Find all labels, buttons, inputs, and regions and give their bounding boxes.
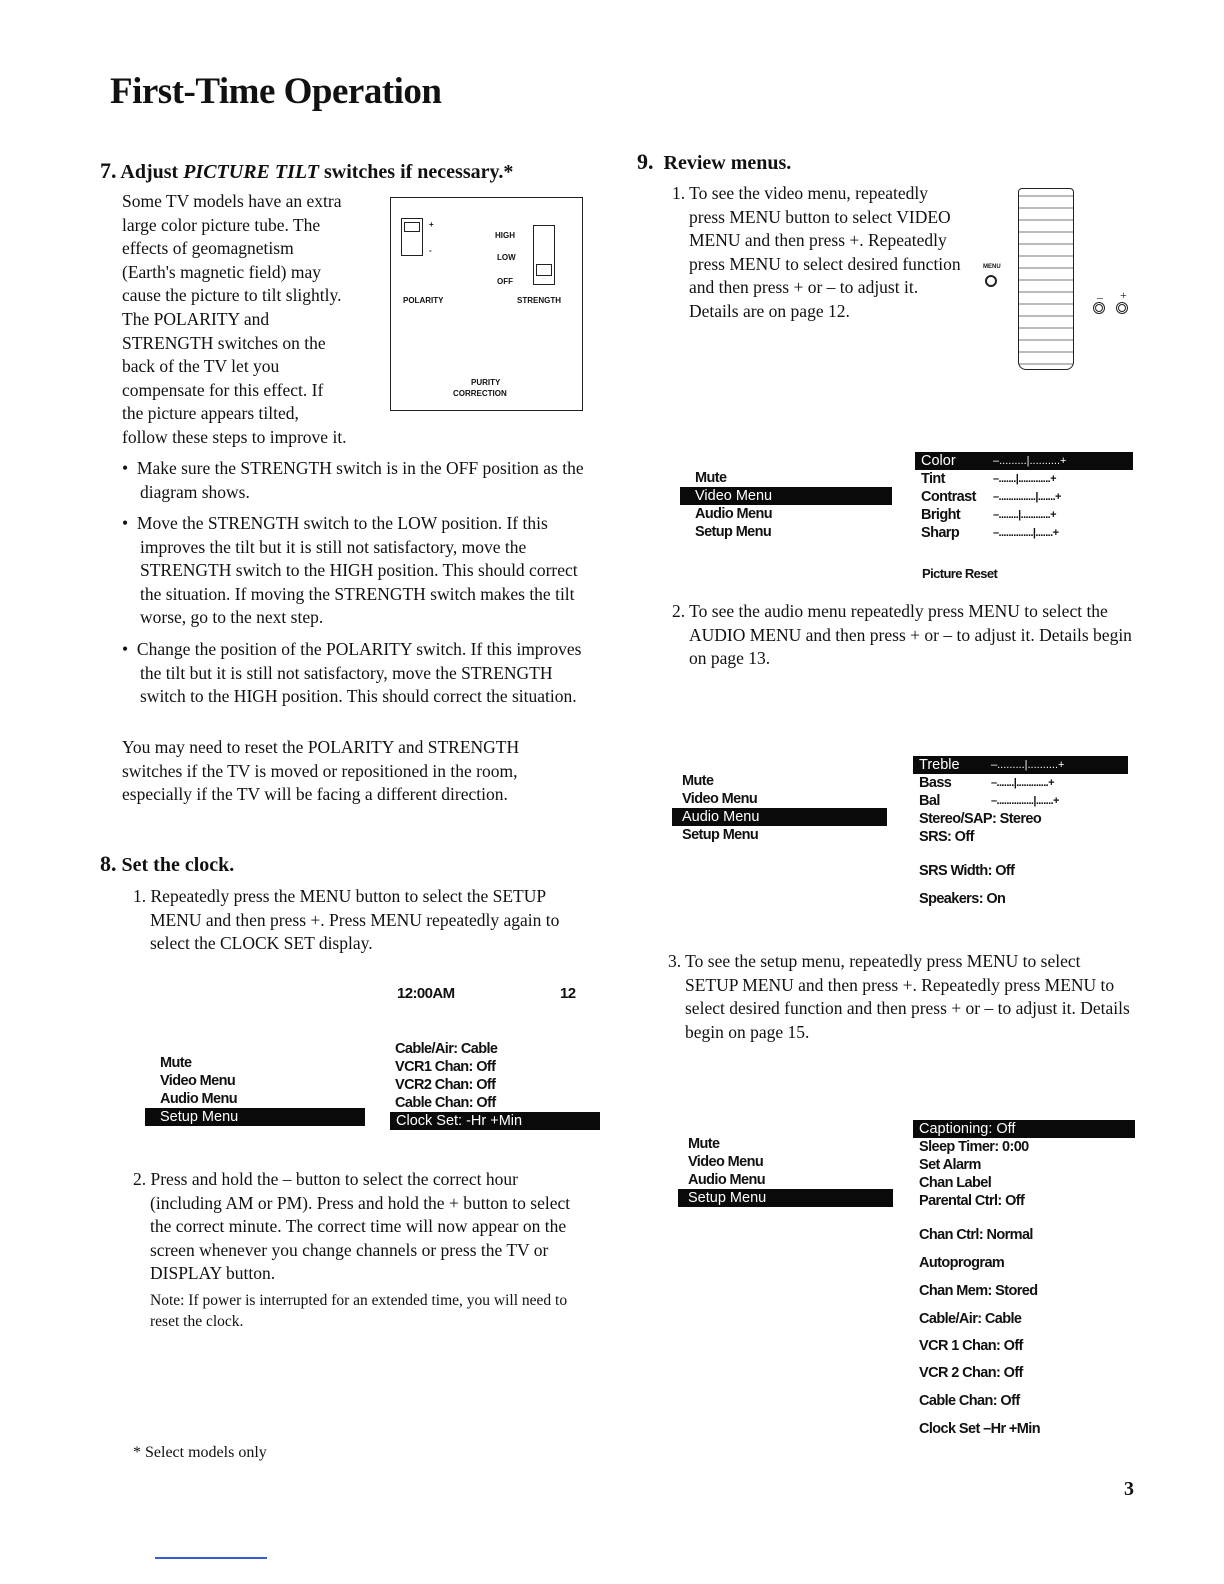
menu-item-selected[interactable] [915, 452, 1133, 470]
menu-button-icon [985, 275, 997, 287]
menu-item-selected[interactable]: Clock Set: -Hr +Min [390, 1112, 600, 1130]
setup-menu-right [913, 1120, 1135, 1438]
clock-menu-left [145, 1054, 365, 1126]
intro-line: effects of geomagnetism [122, 238, 294, 259]
review-step-2: 2. To see the audio menu repeatedly press MENU to select the AUDIO MENU and then press + or – to adjust it. Details begin on page 13. [672, 601, 1132, 669]
menu-item-label: Sleep Timer: 0:00 [919, 1139, 1029, 1155]
minus-button-icon [1093, 302, 1105, 314]
review-step-1: 1. To see the video menu, repeatedly press MENU button to select VIDEO MENU and then press +. Repeatedly press MENU to select desired function and then press + or – to adjust it. Details are on page 12. [672, 183, 961, 321]
menu-item[interactable] [913, 1226, 1135, 1244]
menu-item-label: Bass [919, 775, 952, 791]
menu-item[interactable] [915, 488, 1133, 506]
menu-item[interactable] [913, 1420, 1135, 1438]
menu-item-label: Speakers: On [919, 891, 1006, 907]
picture-reset[interactable]: Picture Reset [922, 566, 998, 581]
menu-item[interactable]: Audio Menu [688, 1172, 765, 1188]
menu-item[interactable]: Video Menu [688, 1154, 764, 1170]
bullet-3: • Change the position of the POLARITY switch. If this improves the tilt but it is still not satisfactory, move the STRENGTH switch to the HIGH position. This should correct the situation. [122, 639, 582, 707]
page-title: First-Time Operation [110, 71, 442, 112]
menu-item-label: Chan Ctrl: Normal [919, 1227, 1033, 1243]
menu-item[interactable]: Cable Chan: Off [395, 1095, 496, 1111]
level-slider[interactable]: –.......|.............+ [991, 777, 1054, 789]
section-7-intro [122, 190, 382, 450]
setup-menu-left [678, 1135, 893, 1207]
menu-item-selected[interactable]: Setup Menu [678, 1189, 893, 1207]
menu-item[interactable]: Mute [695, 470, 727, 486]
menu-item-label: VCR 2 Chan: Off [919, 1365, 1023, 1381]
menu-item[interactable]: Mute [160, 1055, 192, 1071]
menu-item-label: Contrast [921, 489, 976, 505]
menu-item-label: Chan Mem: Stored [919, 1283, 1038, 1299]
review-step-3: 3. To see the setup menu, repeatedly press MENU to select SETUP MENU and then press +. Repeatedly press MENU to select desired function and then press + or – to adjust it. Details begin on page 15. [668, 951, 1130, 1042]
menu-item[interactable] [913, 1392, 1135, 1410]
video-menu-right [915, 452, 1133, 542]
menu-item-label: Parental Ctrl: Off [919, 1193, 1025, 1209]
menu-item[interactable] [913, 774, 1128, 792]
divider [155, 1557, 267, 1559]
strength-switch [533, 225, 555, 285]
menu-item[interactable]: Audio Menu [695, 506, 772, 522]
level-slider[interactable]: –.........|..........+ [991, 759, 1065, 771]
menu-item-label: Stereo/SAP: Stereo [919, 811, 1042, 827]
footnote: * Select models only [133, 1444, 267, 1461]
clock-step-1: 1. Repeatedly press the MENU button to select the SETUP MENU and then press +. Press MENU repeatedly again to select the CLOCK SET display. [133, 886, 560, 954]
polarity-switch [401, 218, 423, 256]
level-slider[interactable]: –.......|.............+ [993, 473, 1056, 485]
menu-item[interactable]: Audio Menu [160, 1091, 237, 1107]
menu-item-label: Set Alarm [919, 1157, 981, 1173]
menu-item[interactable] [913, 1138, 1135, 1156]
level-slider[interactable]: –...............|.......+ [993, 491, 1061, 503]
audio-menu-left [672, 772, 887, 844]
remote-control-icon [1018, 188, 1074, 370]
clock-time: 12:00AM [397, 985, 455, 1002]
menu-item-selected[interactable] [913, 756, 1128, 774]
menu-item-label: Captioning: Off [919, 1121, 1016, 1137]
menu-item[interactable]: VCR1 Chan: Off [395, 1059, 496, 1075]
menu-item-label: Clock Set –Hr +Min [919, 1421, 1040, 1437]
menu-item[interactable] [913, 810, 1128, 828]
menu-item[interactable]: Video Menu [682, 791, 758, 807]
clock-note: Note: If power is interrupted for an extended time, you will need to reset the clock. [150, 1292, 568, 1330]
channel-number: 12 [560, 985, 576, 1002]
menu-item-selected[interactable]: Audio Menu [672, 808, 887, 826]
purity-correction-diagram: + - HIGH LOW OFF POLARITY STRENGTH PURITY CORRECTION [390, 197, 583, 411]
level-slider[interactable]: –..............|.......+ [993, 527, 1059, 539]
intro-line: Some TV models have an extra [122, 191, 342, 211]
menu-item[interactable] [913, 1364, 1135, 1382]
bullet-1: • Make sure the STRENGTH switch is in the OFF position as the diagram shows. [122, 458, 584, 502]
menu-item[interactable] [913, 890, 1128, 908]
menu-item-label: SRS: Off [919, 829, 974, 845]
menu-item[interactable] [913, 1192, 1135, 1210]
menu-item-label: SRS Width: Off [919, 863, 1015, 879]
menu-item-label: Cable Chan: Off [919, 1393, 1020, 1409]
menu-item-label: Treble [919, 757, 960, 773]
clock-menu-right [390, 1040, 600, 1130]
menu-item[interactable] [913, 828, 1128, 846]
section-8-heading: 8. Set the clock. [100, 851, 235, 876]
intro-line: compensate for this effect. If [122, 379, 324, 400]
section-7-outro: You may need to reset the POLARITY and STRENGTH switches if the TV is moved or repositioned in the room, especially if the TV will be facing a different direction. [122, 737, 520, 805]
menu-item-selected[interactable]: Video Menu [680, 487, 892, 505]
menu-item[interactable]: Cable/Air: Cable [395, 1041, 498, 1057]
intro-line: back of the TV let you [122, 356, 280, 377]
intro-line: STRENGTH switches on the [122, 332, 326, 353]
menu-item[interactable]: Video Menu [160, 1073, 236, 1089]
level-slider[interactable]: –.........|..........+ [993, 455, 1067, 467]
menu-item-label: Color [921, 453, 956, 469]
intro-line: The POLARITY and [122, 308, 270, 329]
section-7-heading: 7. Adjust PICTURE TILT switches if necessary.* [100, 158, 514, 183]
menu-item-label: VCR 1 Chan: Off [919, 1338, 1023, 1354]
page-number: 3 [1124, 1478, 1134, 1500]
menu-item[interactable] [915, 506, 1133, 524]
menu-item[interactable] [913, 1156, 1135, 1174]
menu-item[interactable]: Setup Menu [682, 827, 759, 843]
menu-item[interactable]: Mute [688, 1136, 720, 1152]
level-slider[interactable]: –...............|.......+ [991, 795, 1059, 807]
section-9-heading: 9. Review menus. [637, 149, 792, 174]
menu-item[interactable] [913, 1337, 1135, 1355]
menu-item[interactable] [915, 524, 1133, 542]
bullet-2: • Move the STRENGTH switch to the LOW position. If this improves the tilt but it is still not satisfactory, move the STRENGTH switch to the HIGH position. This should correct the situation. If moving the STRENGTH switch makes the tilt worse, go to the next step. [122, 513, 578, 628]
audio-menu-right [913, 756, 1128, 908]
menu-item-selected[interactable] [913, 1120, 1135, 1138]
menu-item-label: Bright [921, 507, 961, 523]
menu-item[interactable] [913, 1254, 1135, 1272]
intro-line: the picture appears tilted, [122, 403, 299, 424]
menu-item-label: Tint [921, 471, 945, 487]
menu-item[interactable]: VCR2 Chan: Off [395, 1077, 496, 1093]
menu-item[interactable] [913, 792, 1128, 810]
clock-step-2: 2. Press and hold the – button to select the correct hour (including AM or PM). Press and hold the + button to select the correct minute. The correct time will now appear on the screen whenever you change channels or press the TV or DISPLAY button. [133, 1169, 571, 1284]
menu-item-label: Autoprogram [919, 1255, 1005, 1271]
menu-item-selected[interactable]: Setup Menu [145, 1108, 365, 1126]
intro-line: (Earth's magnetic field) may [122, 261, 321, 282]
intro-line: cause the picture to tilt slightly. [122, 285, 342, 306]
menu-item[interactable] [913, 1310, 1135, 1328]
menu-item-label: Cable/Air: Cable [919, 1311, 1022, 1327]
plus-button-icon [1116, 302, 1128, 314]
intro-line: large color picture tube. The [122, 214, 321, 235]
menu-item[interactable]: Setup Menu [695, 524, 772, 540]
menu-item-label: Sharp [921, 525, 960, 541]
video-menu-left [680, 469, 892, 541]
menu-item[interactable] [913, 862, 1128, 880]
level-slider[interactable]: –........|............+ [993, 509, 1056, 521]
menu-item[interactable] [913, 1282, 1135, 1300]
menu-item-label: Chan Label [919, 1175, 992, 1191]
menu-item-label: Bal [919, 793, 940, 809]
menu-item[interactable]: Mute [682, 773, 714, 789]
intro-line: follow these steps to improve it. [122, 426, 347, 447]
menu-item[interactable] [915, 470, 1133, 488]
menu-item[interactable] [913, 1174, 1135, 1192]
